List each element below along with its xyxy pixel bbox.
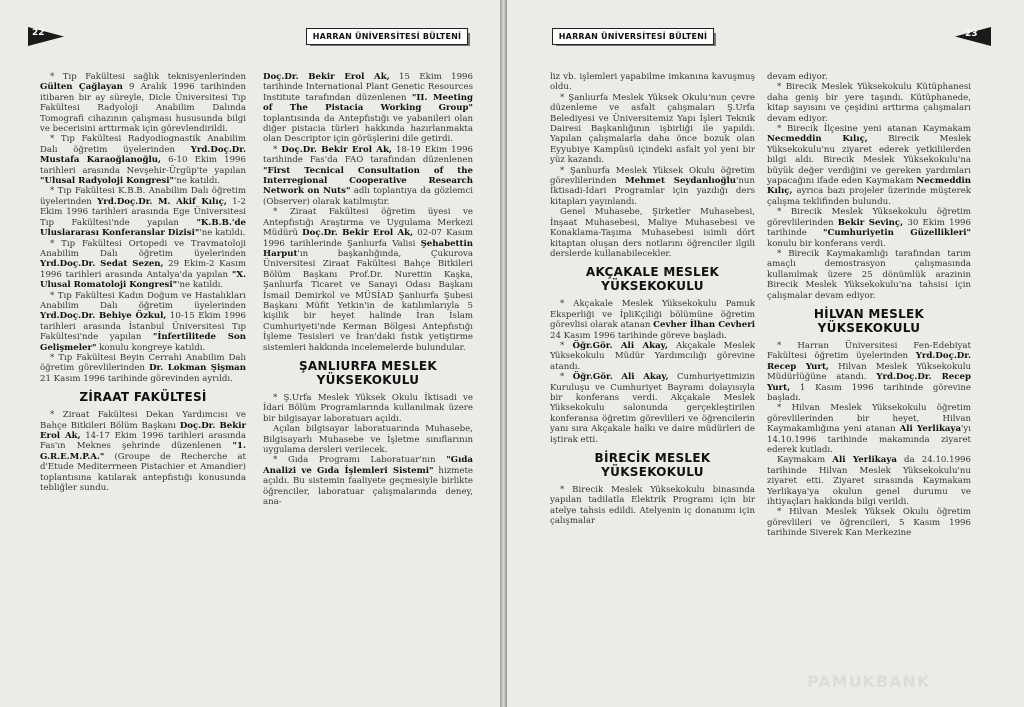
birecik-news-cont	[767, 72, 971, 301]
body-text: * Harran Üniversitesi Fen-Edebiyat Fakültesi öğretim üyelerinden	[767, 340, 971, 362]
news-paragraph	[767, 403, 971, 455]
bold-text: Doç.Dr. Bekir Erol Ak,	[302, 228, 414, 239]
body-text: * Ziraat Fakültesi öğretim üyesi ve Antepfıstığı Araştırma ve Uygulama Merkezi Müdürü	[263, 207, 473, 239]
body-text: 'nun İktisadi-İdari Programlar için yazdığı ders kitapları yayınlandı.	[550, 176, 755, 207]
body-text: * Birecik İlçesine yeni atanan Kaymakam	[777, 124, 971, 135]
bold-text: Necmeddin Kılıç,	[767, 134, 868, 145]
body-text: hizmete açıldı. Bu sistemin faaliyete geçmesiyle birlikte öğrenciler, laboratuar çalışmalarında deney, ana-	[263, 465, 473, 508]
body-text: 'ne katıldı.	[174, 176, 220, 187]
news-paragraph	[40, 72, 246, 134]
bold-text: Yrd.Doç.Dr. Recep Yurt,	[767, 372, 971, 393]
news-paragraph	[40, 291, 246, 353]
bold-text: Şehabettin Harput	[263, 238, 473, 259]
bold-text: Ali Yerlikaya	[899, 424, 962, 435]
body-text: da 24.10.1996 tarihinde Hilvan Meslek Yüksekokulu'nu ziyaret etti. Ziyaret sırasında Kaymakam Yerlikaya'ya okulun genel durumu ve ihtiyaçları hakkında bilgi verildi.	[767, 455, 971, 508]
pamukbank-watermark: PAMUKBANK	[807, 672, 931, 691]
news-paragraph	[550, 341, 755, 372]
news-paragraph	[767, 507, 971, 538]
bold-text: Cevher İlhan Cevheri	[653, 320, 756, 331]
left-page	[0, 0, 500, 707]
left-page-number: 22	[32, 28, 45, 38]
bold-text: "İnfertilitede Son Gelişmeler"	[40, 332, 246, 353]
bold-text: Yrd.Doç.Dr. Recep Yurt,	[767, 351, 971, 372]
bold-text: Bekir Sevinç,	[837, 217, 904, 228]
ziraat-news	[40, 410, 246, 493]
news-paragraph	[263, 424, 473, 455]
news-paragraph	[550, 166, 755, 208]
body-text: * Şanlıurfa Meslek Yüksek Okulu öğretim görevlilerinden	[550, 165, 755, 187]
body-text: 'ne katıldı.	[199, 228, 246, 239]
news-paragraph	[767, 249, 971, 301]
body-text: 18-19 Ekim 1996 tarihinde Fas'da FAO tarafından düzenlenen	[263, 144, 474, 166]
bold-text: Yrd.Doç.Dr. Mustafa Karaoğlanoğlu,	[40, 144, 246, 166]
news-paragraph	[263, 72, 473, 145]
bold-text: Dr. Lokman Şişman	[149, 363, 246, 374]
body-text: *	[273, 144, 282, 155]
sanliurfa-news	[263, 393, 473, 507]
sanliurfa-heading: ŞANLIURFA MESLEK YÜKSEKOKULU	[298, 358, 438, 387]
body-text: 'ne katıldı.	[177, 280, 224, 291]
bold-text: "Cumhuriyetin Güzellikleri"	[823, 228, 971, 239]
news-paragraph	[550, 372, 755, 445]
body-text: 6-10 Ekim 1996 tarihleri arasında Nevşehir-Ürgüp'te yapılan	[40, 155, 246, 176]
body-text: 10-15 Ekim 1996 tarihleri arasında İstanbul Üniversitesi Tıp Fakültesi'nde yapılan	[40, 311, 246, 343]
bold-text: "1. G.R.E.M.P.A."	[40, 441, 246, 462]
sanliurfa-news-cont	[550, 72, 755, 259]
bold-text: "X. Ulusal Romatoloji Kongresi"	[40, 269, 246, 291]
body-text: *	[560, 340, 573, 351]
body-text: 29 Ekim-2 Kasım 1996 tarihleri arasında Antalya'da yapılan	[40, 259, 246, 280]
bold-text: Yrd.Doç.Dr. M. Akif Kılıç,	[97, 196, 227, 207]
body-text: * Birecik Meslek Yüksekokulu Kütüphanesi daha geniş bir yere taşındı. Kütüphanede, kitap sayısını ve çeşidini arttırma çalışmaları devam ediyor.	[767, 82, 971, 124]
body-text: * Tıp Fakültesi Beyin Cerrahi Anabilim Dalı öğretim görevlilerinden	[40, 352, 246, 374]
body-text: 02-07 Kasım 1996 tarihlerinde Şanlıurfa Valisi	[263, 228, 474, 249]
body-text: devam ediyor.	[767, 72, 828, 82]
body-text: konulu kongreye katıldı.	[96, 342, 206, 353]
body-text: toplantısında da Antepfıstığı ve yabanileri olan diğer pistacia türleri hakkında hazırlanmakta olan Descriptor için görüşlerini dile getirdi.	[263, 113, 473, 145]
news-paragraph	[263, 207, 473, 353]
body-text: ayrıca bazı projeler üzerinde müşterek çalışma teklifinden bulundu.	[767, 186, 971, 207]
bold-text: Doç.Dr. Bekir Erol Ak,	[281, 144, 392, 155]
body-text: * Ş.Urfa Meslek Yüksek Okulu İktisadi ve İdari Bölüm Programlarında kullanılmak üzere bir bilgisayar laboratuarı açıldı.	[263, 392, 473, 424]
bold-text: "K.B.B.'de Uluslararası Konferanslar Dizisi"	[40, 217, 246, 239]
bold-text: "Ulusal Radyoloji Kongresi"	[40, 176, 174, 187]
body-text: Hilvan Meslek Yüksekokulu Müdürlüğüne atandı.	[767, 361, 972, 383]
body-text: 24 Kasım 1996 tarihinde göreve başladı.	[550, 330, 727, 341]
news-paragraph	[767, 72, 971, 82]
body-text: * Birecik Meslek Yüksekokulu binasında yapılan tadilatla Elektrik Programı için bir atelye tahsis edildi. Atelyenin iç donanımı için çalışmalar	[550, 485, 755, 527]
body-text: * Tıp Fakültesi Kadın Doğum ve Hastalıkları Anabilim Dalı öğretim üyelerinden	[40, 290, 246, 311]
news-paragraph	[40, 353, 246, 384]
ziraat-heading: ZİRAAT FAKÜLTESİ	[79, 390, 207, 405]
body-text: * Birecik Kaymakamlığı tarafından tarım amaçlı demostrasyon çalışmasında kullanılmak üzere 25 dönümlük arazinin Birecik Meslek Yüksekokulu'na tahsisi için çalışmalar devam ediyor.	[767, 248, 971, 301]
body-text: 'yı 14.10.1996 tarihinde makamında ziyaret ederek kutladı.	[767, 424, 972, 455]
bold-text: Yrd.Doç.Dr. Behiye Özkul,	[40, 311, 167, 322]
body-text: 21 Kasım 1996 tarihinde görevinden ayrıldı.	[40, 373, 233, 384]
news-paragraph	[550, 207, 755, 259]
right-running-header: HARRAN ÜNİVERSİTESİ BÜLTENİ	[552, 28, 714, 45]
news-paragraph	[40, 186, 246, 238]
bold-text: Necmeddin Kılıç,	[767, 176, 971, 197]
news-paragraph	[767, 207, 971, 249]
body-text: Birecik Meslek Yüksekokulu'nu ziyaret ederek yetkililerden bilgi aldı. Birecik Meslek Yüksekokulu'na büyük değer verdiğini ve gereken yardımları yapacağını ifade eden Kaymakam	[767, 134, 971, 187]
body-text: * Akçakale Meslek Yüksekokulu Pamuk Eksperliği ve İpliKçiliği bölümüne öğretim görevlisi olarak atanan	[550, 299, 755, 331]
akcakale-news	[550, 299, 755, 445]
body-text: * Tıp Fakültesi Ortopedi ve Travmatoloji Anabilim Dalı öğretim üyelerinden	[40, 238, 246, 259]
body-text: konulu bir konferans verdi.	[767, 238, 886, 249]
bold-text: Gülten Çağlayan	[40, 82, 123, 93]
body-text: Genel Muhasebe, Şirketler Muhasebesi, İnşaat Muhasebesi, Maliye Muhasebesi ve Konaklama-Taşıma Muhasebesi isimli dört kitaptan oluşan ders notlarını öğrenciler ilgili derslerde kullanabilecekler.	[550, 207, 755, 259]
right-page	[507, 0, 1024, 707]
body-text: * Hilvan Meslek Yüksek Okulu öğretim görevlileri ve öğrencileri, 5 Kasım 1996 tarihinde Siverek Kan Merkezine	[767, 507, 971, 539]
news-paragraph	[40, 134, 246, 186]
news-paragraph	[767, 341, 971, 403]
body-text: 30 Ekim 1996 tarihinde	[767, 217, 971, 239]
news-paragraph	[40, 239, 246, 291]
news-paragraph	[263, 145, 473, 207]
body-text: * Tıp Fakültesi K.B.B. Anabilim Dalı öğretim üyelerinden	[40, 186, 246, 207]
hilvan-heading: HİLVAN MESLEK YÜKSEKOKULU	[813, 306, 925, 335]
left-column-2	[263, 72, 473, 507]
news-paragraph	[550, 299, 755, 341]
body-text: * Tıp Fakültesi sağlık teknisyenlerinden	[50, 72, 246, 82]
bold-text: Mehmet Seydanlıoğlu	[625, 176, 737, 187]
hilvan-news	[767, 341, 971, 539]
body-text: 'ın başkanlığında, Çukurova Üniversitesi Ziraat Fakültesi Bahçe Bitkileri Bölüm Başkanı Prof.Dr. Nurettin Kaşka, Şanlıurfa Ticaret ve Sanayi Odası Başkanı İsmail Demirkol ve MÜSİAD Şanlıurfa Şubesi Başkanı Müfit Yetkin'in de katılımlarıyla 5 kişilik bir heyet halinde İran İslam Cumhuriyeti'nde Kerman Bölgesi Antepfıstığı İşleme Tesisleri ve İran'daki fıstık yetiştirme sistemleri hakkında incelemelerde bulundular.	[263, 248, 473, 353]
right-column-1	[550, 72, 755, 527]
body-text: 9 Aralık 1996 tarihinden itibaren bir ay süreyle, Dicle Üniversitesi Tıp Fakültesi Radyoloji Anabilim Dalında Tomografi cihazının çalışması hususunda bilgi ve becerisini arttırmak için görevlendirildi.	[40, 82, 247, 135]
news-paragraph	[767, 124, 971, 207]
right-page-number: 23	[965, 29, 978, 39]
bold-text: Öğr.Gör. Ali Akay,	[572, 372, 669, 383]
news-paragraph	[550, 485, 755, 527]
body-text: Akçakale Meslek Yüksekokulu Müdür Yardımcılığı görevine atandı.	[550, 340, 756, 372]
body-text: * Hilvan Meslek Yüksekokulu öğretim görevlilerinden bir heyet, Hilvan Kaymakamlığına yeni atanan	[767, 403, 971, 435]
ziraat-news-cont	[263, 72, 473, 353]
bold-text: Öğr.Gör. Ali Akay,	[572, 340, 668, 351]
news-paragraph	[263, 455, 473, 507]
left-column-1	[40, 72, 246, 493]
news-paragraph	[40, 410, 246, 493]
news-paragraph	[767, 455, 971, 507]
body-text: * Tıp Fakültesi Radyodiognastik Anabilim Dalı öğretim üyelerinden	[40, 134, 246, 155]
body-text: (Groupe de Recherche at d'Etude Mediterrneen Pistachier et Amandier) toplantısına katılarak antepfıstığı konusunda tebliğler sundu.	[40, 451, 246, 494]
birecik-news	[550, 485, 755, 527]
news-paragraph	[550, 93, 755, 166]
body-text: * Birecik Meslek Yüksekokulu öğretim görevlilerinden	[767, 207, 971, 228]
bold-text: "Gıda Analizi ve Gıda İşlemleri Sistemi"	[263, 455, 473, 476]
right-column-2	[767, 72, 971, 539]
body-text: Açılan bilgisayar laboratuarında Muhasebe, Bilgisayarlı Muhasebe ve İşletme sınıflarının uygulama dersleri verilecek.	[263, 424, 473, 455]
body-text: * Ziraat Fakültesi Dekan Yardımcısı ve Bahçe Bitkileri Bölüm Başkanı	[40, 410, 246, 431]
news-paragraph	[550, 72, 755, 93]
body-text: *	[560, 372, 573, 383]
body-text: Kaymakam	[777, 455, 833, 466]
akcakale-heading: AKÇAKALE MESLEK YÜKSEKOKULU	[585, 265, 720, 294]
body-text: 1 Kasım 1996 tarihinde görevine başladı.	[767, 382, 971, 403]
body-text: 1-2 Ekim 1996 tarihleri arasında Ege Üniversitesi Tıp Fakültesi'nde yapılan	[40, 196, 246, 228]
body-text: 15 Ekim 1996 tarihinde International Plant Genetic Resources Institute tarafından düzenlenen	[263, 72, 473, 103]
bold-text: Doç.Dr. Bekir Erol Ak,	[263, 72, 390, 82]
bold-text: Doç.Dr. Bekir Erol Ak,	[40, 420, 246, 441]
tip-fakultesi-news	[40, 72, 246, 384]
bold-text: "II. Meeting of The Pistacia Working Group"	[263, 92, 473, 114]
news-paragraph	[263, 393, 473, 424]
page-gutter	[500, 0, 507, 707]
left-running-header: HARRAN ÜNİVERSİTESİ BÜLTENİ	[306, 28, 468, 45]
bold-text: Yrd.Doç.Dr. Sedat Sezen,	[40, 259, 164, 270]
body-text: adlı toplantıya da gözlemci (Observer) olarak katılmıştır.	[263, 186, 474, 207]
bold-text: Ali Yerlikaya	[832, 455, 897, 466]
body-text: 14-17 Ekim 1996 tarihleri arasında Fas'ın Meknes şehrinde düzenlenen	[40, 431, 247, 452]
body-text: * Gıda Programı Laboratuar'nın	[273, 455, 447, 466]
news-paragraph	[767, 82, 971, 124]
body-text: liz vb. işlemleri yapabilme imkanına kavuşmuş oldu.	[550, 72, 755, 93]
body-text: Cumhuriyetimizin Kuruluşu ve Cumhuriyet Bayramı dolayısıyla bir konferans verdi. Akçakale Meslek Yüksekokulu salonunda gerçekleştirilen konferansa öğretim görevlileri ve öğrencilerin yanı sıra Akçakale halkı ve daire müdürleri de iştirak etti.	[550, 372, 755, 445]
birecik-heading: BİRECİK MESLEK YÜKSEKOKULU	[594, 451, 711, 479]
bold-text: "First Tecnical Consultation of the Interregional Cooperative Research Network on Nuts"	[263, 165, 473, 197]
body-text: * Şanlıurfa Meslek Yüksek Okulu'nun çevre düzenleme ve asfalt çalışmaları Ş.Urfa Belediyesi ve Üniversitemiz Yapı İşleri Teknik Dairesi Başkanlığının işbirliği ile yapıldı. Yapılan çalışmalarla daha önce bozuk olan Eyyubiye Kampüsü içindeki asfalt yol yeni bir yüz kazandı.	[550, 92, 755, 166]
